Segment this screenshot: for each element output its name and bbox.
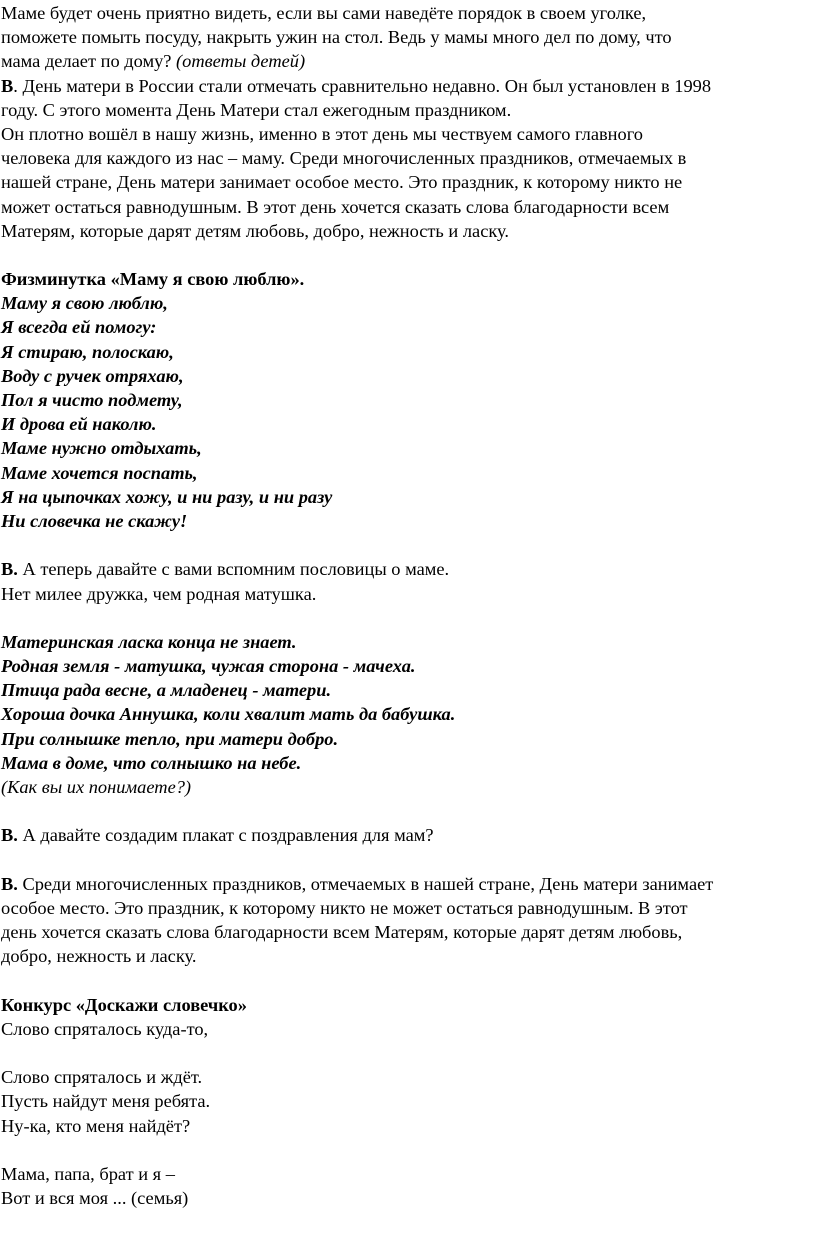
- intro-line: Маме будет очень приятно видеть, если вы сами наведёте порядок в своем уголке,: [1, 3, 647, 23]
- riddle-line: Слово спряталось и ждёт.: [1, 1067, 203, 1088]
- poem-line: Я стираю, полоскаю,: [1, 341, 174, 362]
- poem-line: Пол я чисто подмету,: [1, 390, 183, 410]
- speaker-label: В.: [1, 825, 18, 846]
- poem-line: И дрова ей наколю.: [1, 414, 157, 435]
- speaker-label: В.: [1, 873, 18, 894]
- physminute-title: Физминутка «Маму я свою люблю».: [1, 269, 305, 290]
- poem-line: Маме хочется поспать,: [1, 462, 198, 483]
- closing-text: Среди многочисленных праздников, отмечаемых в нашей стране, День матери занимает: [17, 873, 714, 894]
- blank-line: [1, 1138, 813, 1162]
- proverb-line: Хороша дочка Аннушка, коли хвалит мать да бабушка.: [1, 704, 456, 725]
- proverb-line: Родная земля - матушка, чужая сторона - мачеха.: [1, 656, 416, 677]
- blank-line: [1, 606, 813, 630]
- blank-line: [1, 848, 813, 872]
- riddle-line: Слово спряталось куда-то,: [1, 1018, 209, 1039]
- proverbs-question: (Как вы их понимаете?): [1, 777, 192, 797]
- history-line: Он плотно вошёл в нашу жизнь, именно в этот день мы чествуем самого главного: [1, 123, 643, 144]
- history-line: человека для каждого из нас – маму. Среди многочисленных праздников, отмечаемых в: [1, 148, 687, 169]
- closing-line: [1, 872, 813, 896]
- intro-text: мама делает по дому?: [1, 51, 177, 72]
- intro-line: [1, 49, 813, 73]
- poem-line: Маме нужно отдыхать,: [1, 438, 202, 459]
- poem-line: Я на цыпочках хожу, и ни разу, и ни разу: [1, 486, 333, 507]
- proverbs-intro: [1, 557, 813, 581]
- intro-line: поможете помыть посуду, накрыть ужин на стол. Ведь у мамы много дел по дому, что: [1, 27, 672, 48]
- history-line: может остаться равнодушным. В этот день хочется сказать слова благодарности всем: [1, 196, 670, 217]
- closing-line: особое место. Это праздник, к которому никто не может остаться равнодушным. В этот: [1, 897, 688, 918]
- contest-title: Конкурс «Доскажи словечко»: [1, 994, 247, 1015]
- riddle-line: Вот и вся моя ... (семья): [1, 1188, 189, 1209]
- blank-line: [1, 1041, 813, 1065]
- blank-line: [1, 799, 813, 823]
- closing-line: добро, нежность и ласку.: [1, 946, 197, 967]
- proverb-line: Материнская ласка конца не знает.: [1, 631, 297, 652]
- blank-line: [1, 243, 813, 267]
- riddle-line: Пусть найдут меня ребята.: [1, 1091, 211, 1112]
- poem-line: Воду с ручек отряхаю,: [1, 365, 184, 386]
- history-text: . День матери в России стали отмечать сравнительно недавно. Он был установлен в 1998: [13, 75, 712, 96]
- history-line: году. С этого момента День Матери стал ежегодным праздником.: [1, 99, 512, 120]
- document-body: [1, 1, 813, 1210]
- history-line: Матерям, которые дарят детям любовь, добро, нежность и ласку.: [1, 220, 509, 241]
- riddle-line: Мама, папа, брат и я –: [1, 1164, 175, 1184]
- closing-line: день хочется сказать слова благодарности всем Матерям, которые дарят детям любовь,: [1, 922, 683, 943]
- blank-line: [1, 969, 813, 993]
- speaker-label: В: [1, 75, 14, 96]
- poem-line: Я всегда ей помогу:: [1, 317, 157, 338]
- poem-line: Ни словечка не скажу!: [1, 510, 188, 531]
- poem-line: Маму я свою люблю,: [1, 293, 168, 314]
- history-line: нашей стране, День матери занимает особое место. Это праздник, к которому никто не: [1, 172, 683, 193]
- proverb-line: Птица рада весне, а младенец - матери.: [1, 680, 332, 701]
- proverb-line: При солнышке тепло, при матери добро.: [1, 728, 339, 749]
- poster-line: [1, 823, 813, 847]
- children-answers-note: (ответы детей): [176, 51, 306, 72]
- blank-line: [1, 533, 813, 557]
- speaker-label: В.: [1, 559, 18, 580]
- proverb-line: Мама в доме, что солнышко на небе.: [1, 752, 302, 773]
- poster-text: А давайте создадим плакат с поздравления для мам?: [17, 825, 434, 846]
- history-line: [1, 74, 813, 98]
- proverb-line: Нет милее дружка, чем родная матушка.: [1, 583, 317, 604]
- proverbs-intro-text: А теперь давайте с вами вспомним пословицы о маме.: [17, 559, 450, 580]
- riddle-line: Ну-ка, кто меня найдёт?: [1, 1115, 191, 1136]
